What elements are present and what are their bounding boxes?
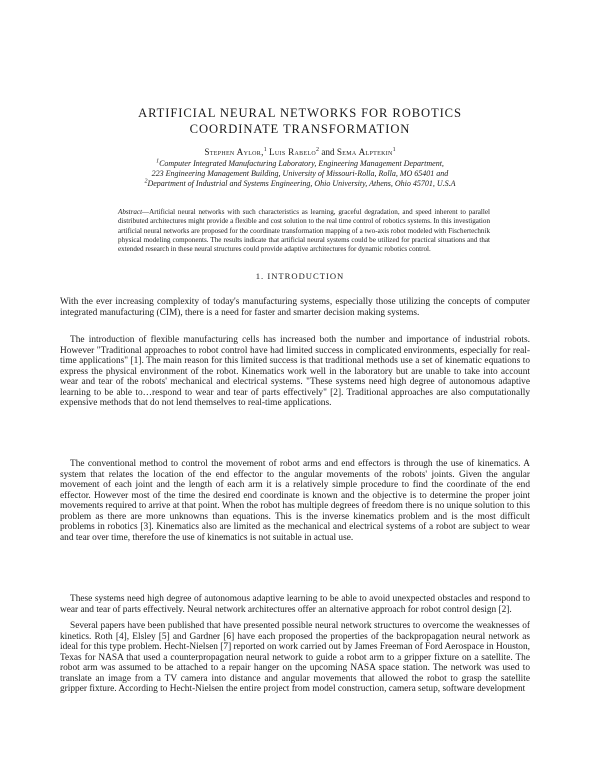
author-conjunction: and <box>321 147 335 157</box>
affiliation-text: Department of Industrial and Systems Engineering, Ohio University, Athens, Ohio 45701, U.S.A <box>147 179 456 188</box>
author-name: Luis Rabelo <box>269 147 317 157</box>
affiliation-mark: 2 <box>144 178 148 185</box>
author-list <box>60 146 540 158</box>
affiliation-line: 223 Engineering Management Building, University of Missouri-Rolla, Rolla, MO 65401 and <box>151 169 449 178</box>
abstract-text: —Artificial neural networks with such characteristics as learning, graceful degradation, and speed inherent to parallel distributed architectures might provide a flexible and cost solution to the real time control of robotics systems. In this investigation artificial neural networks are proposed for the coordinate transformation mapping of a two-axis robot modeled with Fischertechnik physical modeling components. The results indicate that artificial neural systems could be utilized for practical situations and that extended research in these neural structures could provide adaptive architectures for dynamic robotics control. <box>118 208 490 254</box>
paper-title-line-1: ARTIFICIAL NEURAL NETWORKS FOR ROBOTICS <box>138 106 462 120</box>
body-paragraph: These systems need high degree of autonomous adaptive learning to be able to avoid unexpected obstacles and respond to wear and tear of parts effectively. Neural network architectures offer an alternative approach for robot control design [2]. <box>60 594 530 615</box>
author-name: Sema Alptekin <box>336 147 393 157</box>
author-affiliation-mark: 1 <box>392 146 396 153</box>
affiliation-mark: 1 <box>156 158 160 165</box>
body-paragraph: Several papers have been published that have presented possible neural network structures to overcome the weaknesses of kinetics. Roth [4], Elsley [5] and Gardner [6] have each proposed the properties of the backpropagation neural network as ideal for this type problem. Hecht-Nielsen [7] reported on work carried out by James Freeman of Ford Aerospace in Houston, Texas for NASA that used a counterpropagation neural network to guide a robot arm to a gripper fixture on a satellite. The robot arm was assumed to be attached to a repair hanger on the upcoming NASA space station. The network was used to translate an image from a TV camera into distance and angular movements that allowed the robot to grasp the satellite gripper fixture. According to Hecht-Nielsen the entire project from model construction, camera setup, software development <box>60 621 530 694</box>
body-paragraph: The introduction of flexible manufacturing cells has increased both the number and importance of industrial robots. However "Traditional approaches to robot control have had limited success in complicated environments, especially for real-time applications" [1]. The main reason for this limited success is that traditional methods use a set of kinematic equations to express the physical environment of the robot. Kinematics work well in the laboratory but are unable to take into account wear and tear of the robots' mechanical and electrical systems. "These systems need high degree of autonomous adaptive learning to be able to…respond to wear and tear of parts effectively" [2]. Traditional approaches are also computationally expensive methods that do not lend themselves to real-time applications. <box>60 335 530 408</box>
abstract-label: Abstract <box>118 208 143 216</box>
paper-title-line-2: COORDINATE TRANSFORMATION <box>189 122 411 136</box>
abstract <box>118 208 490 254</box>
body-paragraph: With the ever increasing complexity of today's manufacturing systems, especially those utilizing the concepts of computer integrated manufacturing (CIM), there is a need for faster and smarter decision making systems. <box>60 297 530 318</box>
affiliation-text: Computer Integrated Manufacturing Laboratory, Engineering Management Department, <box>159 159 444 168</box>
affiliation-line <box>80 159 520 169</box>
author-affiliation-mark: 2 <box>316 146 320 153</box>
body-paragraph: The conventional method to control the movement of robot arms and end effectors is through the use of kinematics. A system that relates the location of the end effector to the angular movements of the robots' joints. Given the angular movement of each joint and the length of each arm it is a relatively simple procedure to find the coordinate of the end effector. However most of the time the desired end coordinate is known and the objective is to determine the proper joint movements required to arrive at that point. When the robot has multiple degrees of freedom there is no unique solution to this problem as there are more unknowns than equations. This is the inverse kinematics problem and is the most difficult problems in robotics [3]. Kinematics also are limited as the mechanical and electrical systems of a robot are subject to wear and tear over time, therefore the use of kinematics is not suitable in actual use. <box>60 459 530 543</box>
author-affiliation-mark: 1 <box>263 146 267 153</box>
author-name: Stephen Aylor, <box>204 147 264 157</box>
section-heading: 1. INTRODUCTION <box>255 271 345 281</box>
affiliation-line <box>80 179 520 189</box>
